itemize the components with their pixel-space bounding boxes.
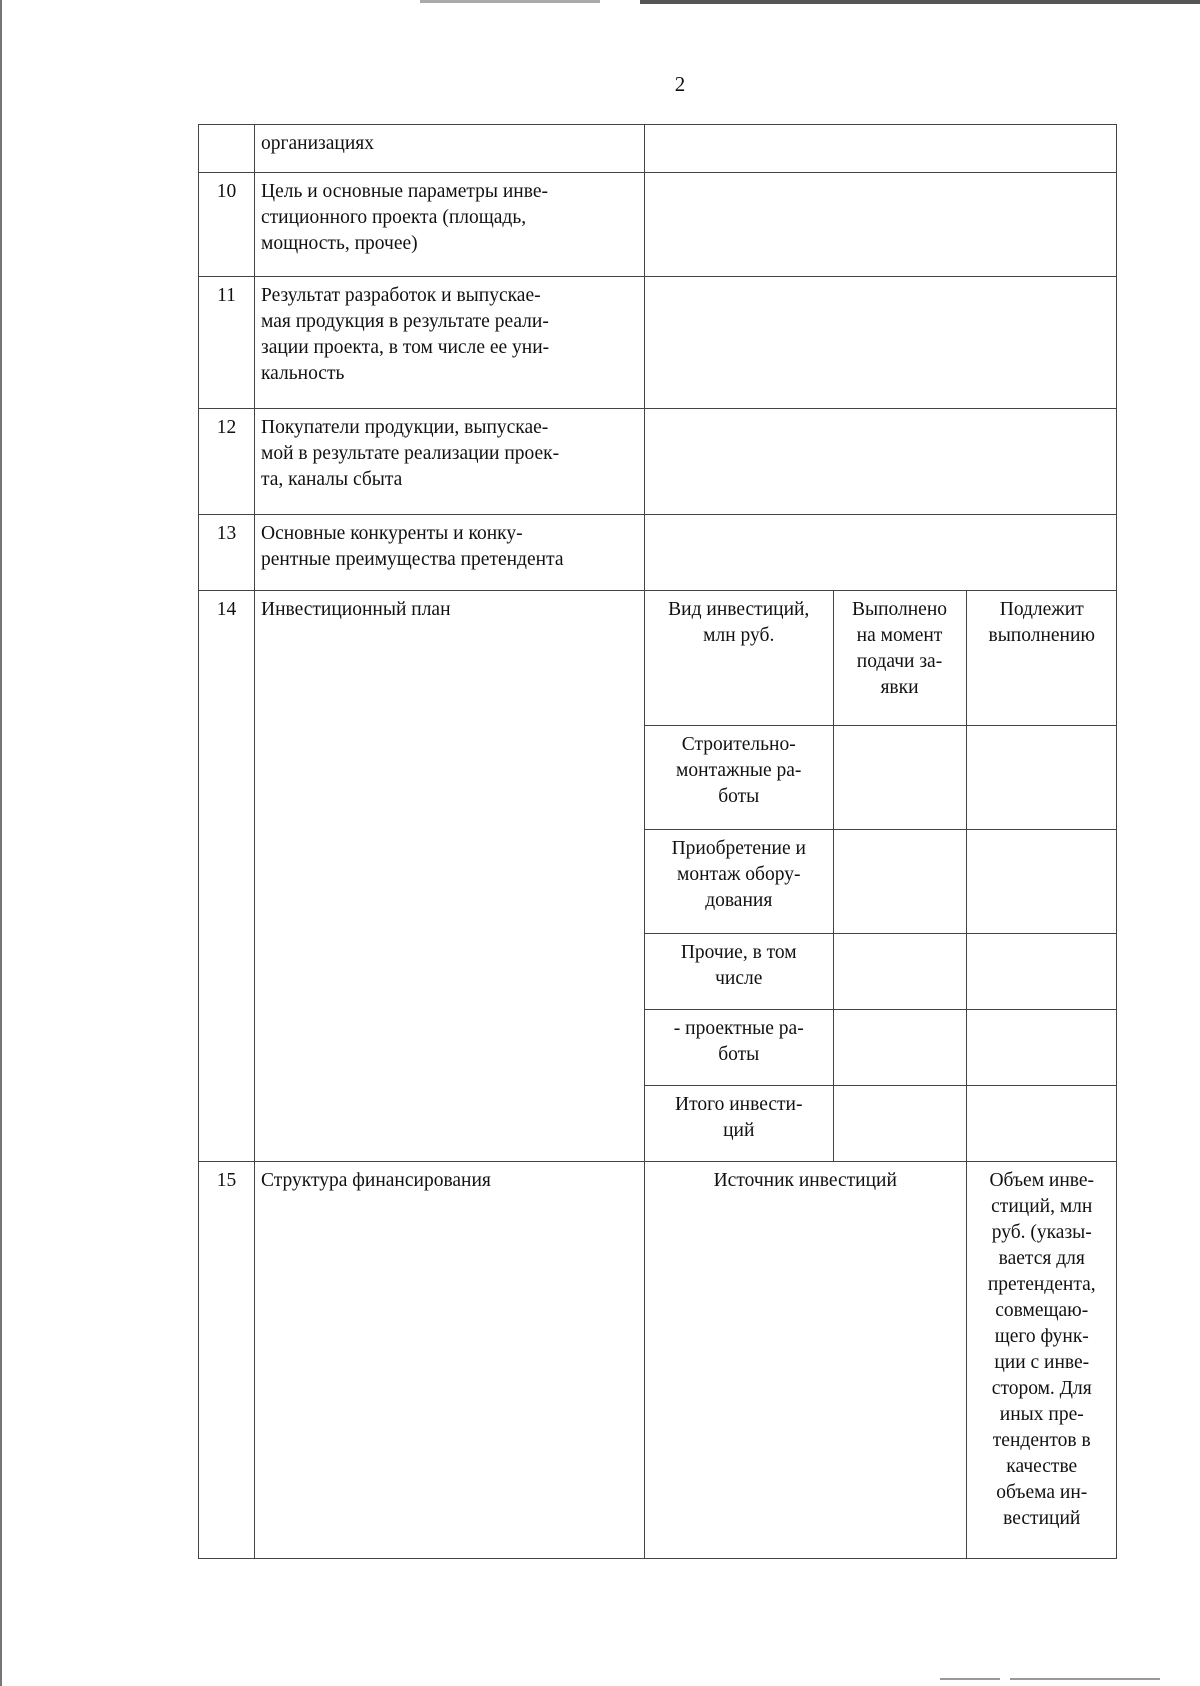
scan-top-edge xyxy=(0,0,1200,8)
pending-cell xyxy=(966,933,1117,1009)
row-number xyxy=(199,125,255,173)
subtable-row xyxy=(645,725,1117,829)
scan-bottom-mark xyxy=(940,1678,1000,1680)
financing-subtable-cell xyxy=(645,1162,1117,1559)
row-value-cell xyxy=(645,125,1117,173)
subtable-header-row xyxy=(645,591,1117,725)
page-number: 2 xyxy=(674,72,686,96)
row-number: 14 xyxy=(199,591,255,1162)
row-value-cell xyxy=(645,409,1117,515)
subtable-header-row xyxy=(645,1162,1117,1558)
scan-left-edge xyxy=(0,0,2,1686)
investment-volume-header: Объем инве- стиций, млн руб. (указы- вается для претендента, совмещаю- щего функ- ции с инве- стором. Для иных пре- тендентов в качестве объема ин- вестиций xyxy=(987,1170,1096,1529)
pending-cell xyxy=(966,725,1117,829)
table-row xyxy=(199,409,1117,515)
completed-cell xyxy=(833,933,966,1009)
subtable-row xyxy=(645,1009,1117,1085)
row-label: Структура финансирования xyxy=(255,1162,645,1559)
subtable-row xyxy=(645,1085,1117,1161)
row-value-cell xyxy=(645,515,1117,591)
pending-cell xyxy=(966,829,1117,933)
subtable-row xyxy=(645,933,1117,1009)
completed-cell xyxy=(833,1009,966,1085)
table-row xyxy=(199,125,1117,173)
investment-item: Прочие, в том числе xyxy=(645,933,833,1009)
row-number: 11 xyxy=(199,277,255,409)
row-label: Цель и основные параметры инве- стиционного проекта (площадь, мощность, прочее) xyxy=(255,173,645,277)
row-number: 15 xyxy=(199,1162,255,1559)
financing-subtable xyxy=(645,1162,1117,1558)
subtable-row xyxy=(645,829,1117,933)
investment-item: Итого инвести- ций xyxy=(645,1085,833,1161)
investment-plan-row xyxy=(199,591,1117,1162)
pending-cell xyxy=(966,1085,1117,1161)
investment-source-header: Источник инвестиций xyxy=(645,1162,966,1558)
row-value-cell xyxy=(645,173,1117,277)
row-number: 13 xyxy=(199,515,255,591)
row-label: Основные конкуренты и конку- рентные преимущества претендента xyxy=(255,515,645,591)
row-value-cell xyxy=(645,277,1117,409)
pending-header: Подлежит выполнению xyxy=(966,591,1117,725)
row-label: Результат разработок и выпускае- мая продукция в результате реали- зации проекта, в том числе ее уни- кальность xyxy=(255,277,645,409)
pending-cell xyxy=(966,1009,1117,1085)
scan-bottom-mark xyxy=(1010,1678,1160,1680)
investment-item: Строительно- монтажные ра- боты xyxy=(645,725,833,829)
investment-plan-subtable-cell xyxy=(645,591,1117,1162)
row-label: организациях xyxy=(255,125,645,173)
row-label: Инвестиционный план xyxy=(255,591,645,1162)
row-number: 10 xyxy=(199,173,255,277)
investment-type-header: Вид инвестиций, млн руб. xyxy=(645,591,833,725)
investment-plan-subtable xyxy=(645,591,1117,1161)
row-number: 12 xyxy=(199,409,255,515)
table-row xyxy=(199,515,1117,591)
table-row xyxy=(199,173,1117,277)
investment-item: Приобретение и монтаж обору- дования xyxy=(645,829,833,933)
completed-cell xyxy=(833,725,966,829)
financing-structure-row xyxy=(199,1162,1117,1559)
completed-header: Выполнено на момент подачи за- явки xyxy=(833,591,966,725)
row-label: Покупатели продукции, выпускае- мой в результате реализации проек- та, каналы сбыта xyxy=(255,409,645,515)
table-row xyxy=(199,277,1117,409)
application-form-table xyxy=(198,124,1117,1559)
completed-cell xyxy=(833,1085,966,1161)
investment-item: - проектные ра- боты xyxy=(645,1009,833,1085)
completed-cell xyxy=(833,829,966,933)
